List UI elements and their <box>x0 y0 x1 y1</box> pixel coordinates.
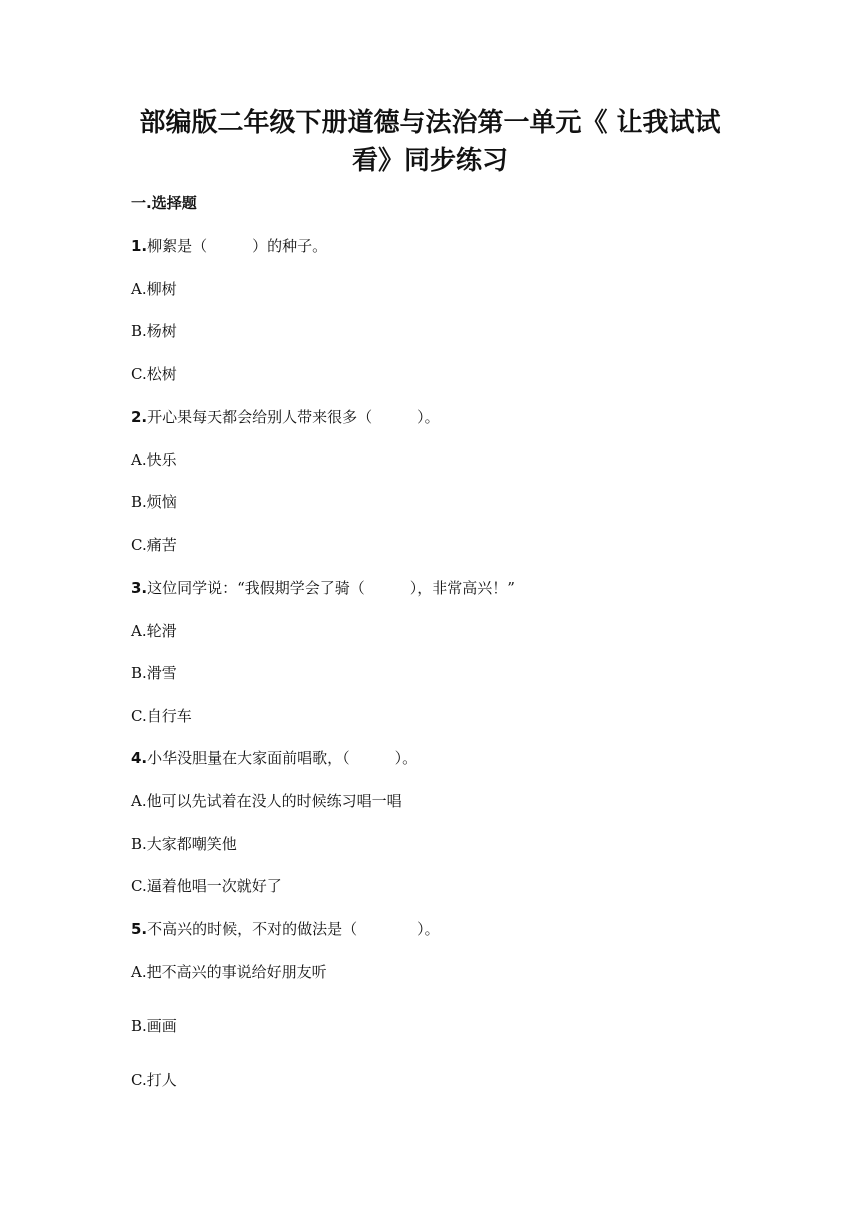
section-heading: 一.选择题 <box>131 194 197 212</box>
question-2 <box>131 406 440 428</box>
option-3c[interactable]: C.自行车 <box>131 707 192 725</box>
question-3 <box>131 577 515 599</box>
option-4b[interactable]: B.大家都嘲笑他 <box>131 835 237 853</box>
question-text: 柳絮是（ ）的种子。 <box>147 237 328 255</box>
option-1a[interactable]: A.柳树 <box>131 280 177 298</box>
question-5 <box>131 918 440 940</box>
option-5a[interactable]: A.把不高兴的事说给好朋友听 <box>131 963 327 981</box>
question-number: 3. <box>131 579 148 597</box>
question-4 <box>131 747 417 769</box>
question-number: 2. <box>131 408 148 426</box>
option-1c[interactable]: C.松树 <box>131 365 177 383</box>
option-2a[interactable]: A.快乐 <box>131 451 177 469</box>
option-3b[interactable]: B.滑雪 <box>131 664 177 682</box>
option-2b[interactable]: B.烦恼 <box>131 493 177 511</box>
question-text: 这位同学说：“我假期学会了骑（ ），非常高兴！” <box>147 579 515 597</box>
option-2c[interactable]: C.痛苦 <box>131 536 177 554</box>
question-text: 开心果每天都会给别人带来很多（ ）。 <box>147 408 440 426</box>
question-text: 小华没胆量在大家面前唱歌，（ ）。 <box>147 749 418 767</box>
question-number: 5. <box>131 920 148 938</box>
option-4c[interactable]: C.逼着他唱一次就好了 <box>131 877 282 895</box>
option-5b[interactable]: B.画画 <box>131 1017 177 1035</box>
option-1b[interactable]: B.杨树 <box>131 322 177 340</box>
question-number: 1. <box>131 237 148 255</box>
option-3a[interactable]: A.轮滑 <box>131 622 177 640</box>
question-text: 不高兴的时候，不对的做法是（ ）。 <box>147 920 440 938</box>
question-number: 4. <box>131 749 148 767</box>
option-5c[interactable]: C.打人 <box>131 1071 177 1089</box>
option-4a[interactable]: A.他可以先试着在没人的时候练习唱一唱 <box>131 792 402 810</box>
question-1 <box>131 235 327 257</box>
page-title: 部编版二年级下册道德与法治第一单元《 让我试试看》同步练习 <box>139 108 721 176</box>
